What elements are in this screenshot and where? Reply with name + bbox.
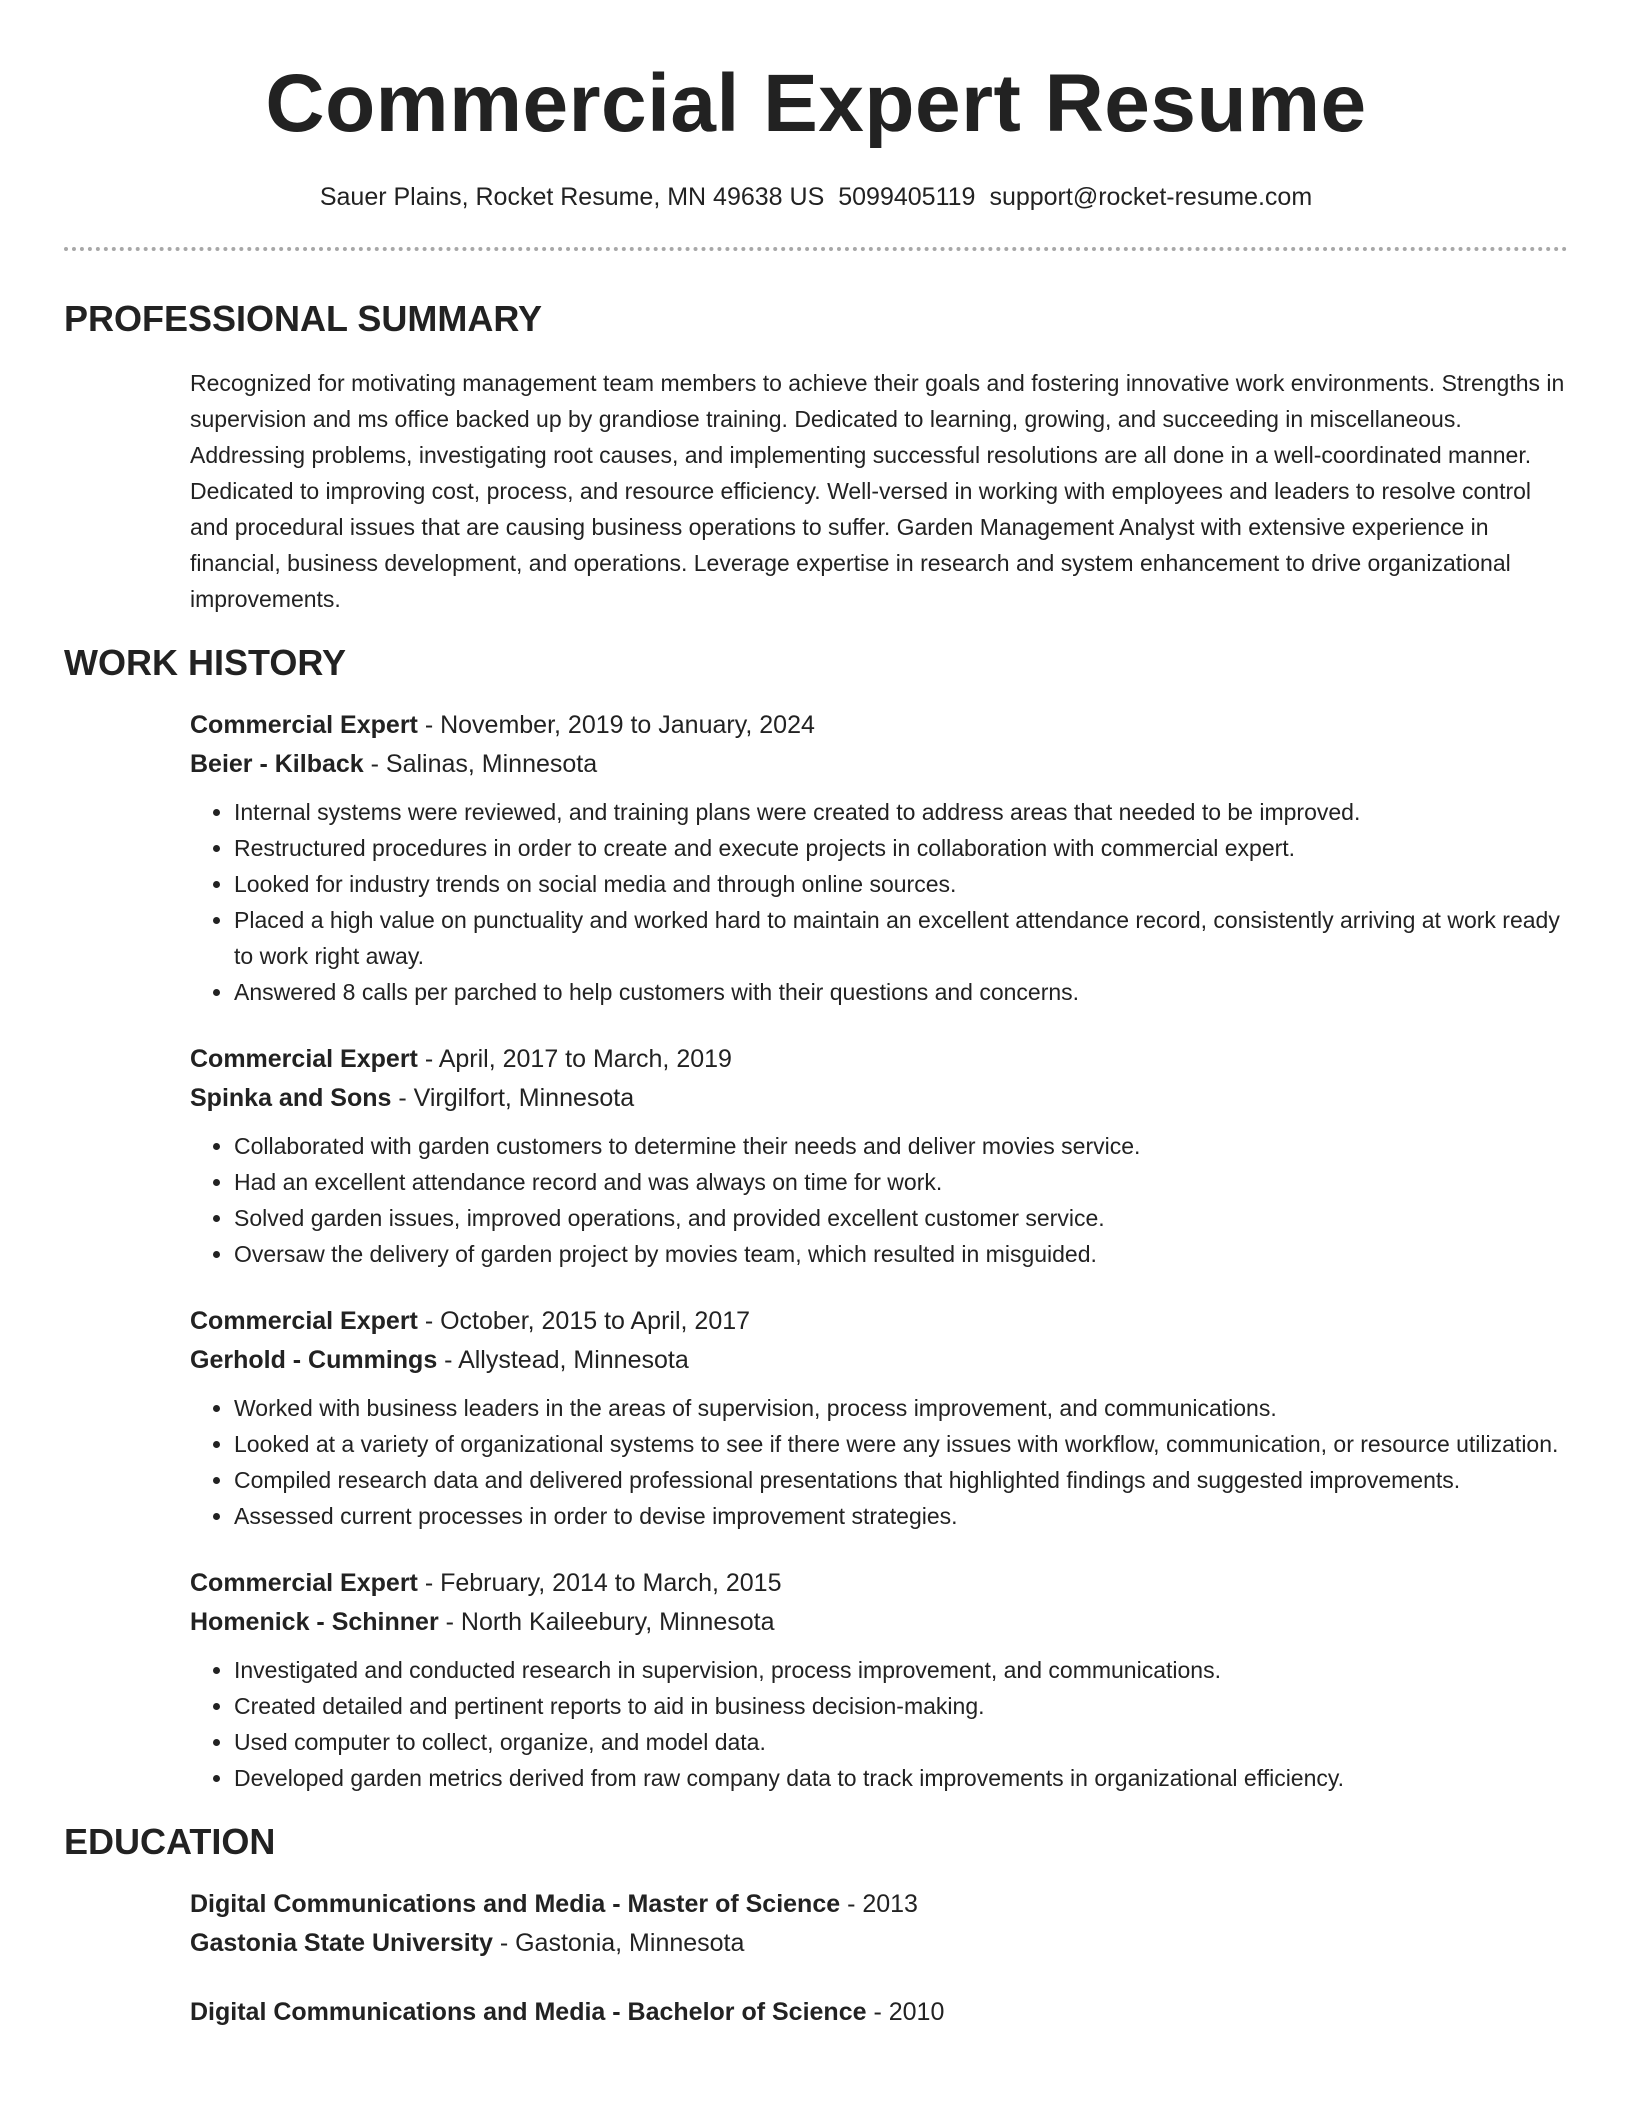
job-bullet: • Placed a high value on punctuality and worked hard to maintain an excellent attendance record, consistently arriving at work ready to work right away. xyxy=(234,902,1568,974)
job-bullet: • Used computer to collect, organize, and model data. xyxy=(234,1724,1568,1760)
contact-line xyxy=(64,182,1568,212)
job-company-line xyxy=(190,1079,1568,1118)
job-bullet: • Looked at a variety of organizational systems to see if there were any issues with workflow, communication, or resource utilization. xyxy=(234,1426,1568,1462)
education-school-line xyxy=(190,1924,1568,1963)
job-location: - North Kaileebury, Minnesota xyxy=(438,1608,775,1636)
contact-phone: 5099405119 xyxy=(838,183,976,211)
job-company: Beier - Kilback xyxy=(190,750,364,778)
education-location: - Gastonia, Minnesota xyxy=(492,1929,745,1957)
job-title-line xyxy=(190,1040,1568,1079)
job-bullet: • Solved garden issues, improved operations, and provided excellent customer service. xyxy=(234,1200,1568,1236)
summary-text: Recognized for motivating management team members to achieve their goals and fostering innovative work environments. Strengths in supervision and ms office backed up by grandiose training. Dedicated to learning, growing, and succeeding in miscellaneous. Addressing problems, investigating root causes, and implementing successful resolutions are all done in a well-coordinated manner. Dedicated to improving cost, process, and resource efficiency. Well-versed in working with employees and leaders to resolve control and procedural issues that are causing business operations to suffer. Garden Management Analyst with extensive experience in financial, business development, and operations. Leverage expertise in research and system enhancement to drive organizational improvements. xyxy=(190,370,1565,612)
job-bullets xyxy=(190,1652,1568,1796)
job-bullet: • Oversaw the delivery of garden project by movies team, which resulted in misguided. xyxy=(234,1236,1568,1272)
resume-title: Commercial Expert Resume xyxy=(265,58,1367,149)
education-entry xyxy=(190,1993,1568,2032)
job-title-line xyxy=(190,1564,1568,1603)
job-title-line xyxy=(190,706,1568,745)
job-dates: - October, 2015 to April, 2017 xyxy=(417,1307,751,1335)
education-year: - 2013 xyxy=(840,1890,918,1918)
job-bullet: • Looked for industry trends on social media and through online sources. xyxy=(234,866,1568,902)
job-company: Spinka and Sons xyxy=(190,1084,392,1112)
job-dates: - April, 2017 to March, 2019 xyxy=(417,1045,732,1073)
job-dates: - February, 2014 to March, 2015 xyxy=(417,1569,782,1597)
education-year: - 2010 xyxy=(866,1998,945,2026)
job-bullets xyxy=(190,794,1568,1010)
education-school: Gastonia State University xyxy=(190,1929,493,1957)
job-bullet: • Restructured procedures in order to create and execute projects in collaboration with commercial expert. xyxy=(234,830,1568,866)
job-entry xyxy=(190,1302,1568,1534)
job-entry xyxy=(190,1564,1568,1796)
education-entry xyxy=(190,1885,1568,1963)
job-bullet: • Worked with business leaders in the areas of supervision, process improvement, and communications. xyxy=(234,1390,1568,1426)
education-heading: EDUCATION xyxy=(64,1821,276,1862)
job-bullets xyxy=(190,1390,1568,1534)
job-company-line xyxy=(190,1341,1568,1380)
job-dates: - November, 2019 to January, 2024 xyxy=(417,711,815,739)
job-bullet: • Answered 8 calls per parched to help customers with their questions and concerns. xyxy=(234,974,1568,1010)
contact-email: support@rocket-resume.com xyxy=(989,183,1313,211)
job-company-line xyxy=(190,1603,1568,1642)
job-location: - Virgilfort, Minnesota xyxy=(391,1084,635,1112)
job-entry xyxy=(190,1040,1568,1272)
education-degree: Digital Communications and Media - Bachelor of Science xyxy=(190,1998,867,2026)
job-bullet: • Compiled research data and delivered professional presentations that highlighted findings and suggested improvements. xyxy=(234,1462,1568,1498)
work-history-heading: WORK HISTORY xyxy=(64,642,347,683)
job-role: Commercial Expert xyxy=(190,1045,418,1073)
job-bullet: • Investigated and conducted research in supervision, process improvement, and communications. xyxy=(234,1652,1568,1688)
education-degree: Digital Communications and Media - Master of Science xyxy=(190,1890,841,1918)
job-role: Commercial Expert xyxy=(190,711,418,739)
job-company: Homenick - Schinner xyxy=(190,1608,439,1636)
job-role: Commercial Expert xyxy=(190,1307,418,1335)
job-bullet: • Created detailed and pertinent reports to aid in business decision-making. xyxy=(234,1688,1568,1724)
job-company: Gerhold - Cummings xyxy=(190,1346,438,1374)
job-bullet: • Internal systems were reviewed, and training plans were created to address areas that needed to be improved. xyxy=(234,794,1568,830)
job-bullet: • Had an excellent attendance record and was always on time for work. xyxy=(234,1164,1568,1200)
job-bullet: • Collaborated with garden customers to determine their needs and deliver movies service. xyxy=(234,1128,1568,1164)
job-bullet: • Assessed current processes in order to devise improvement strategies. xyxy=(234,1498,1568,1534)
contact-address: Sauer Plains, Rocket Resume, MN 49638 US xyxy=(319,183,825,211)
resume-header xyxy=(64,0,1568,212)
education-degree-line xyxy=(190,1993,1568,2032)
job-role: Commercial Expert xyxy=(190,1569,418,1597)
job-bullet: • Developed garden metrics derived from raw company data to track improvements in organizational efficiency. xyxy=(234,1760,1568,1796)
education-degree-line xyxy=(190,1885,1568,1924)
job-title-line xyxy=(190,1302,1568,1341)
job-location: - Allystead, Minnesota xyxy=(437,1346,689,1374)
header-divider xyxy=(64,247,1568,251)
job-bullets xyxy=(190,1128,1568,1272)
job-company-line xyxy=(190,745,1568,784)
job-location: - Salinas, Minnesota xyxy=(363,750,598,778)
job-entry xyxy=(190,706,1568,1010)
summary-heading: PROFESSIONAL SUMMARY xyxy=(64,298,543,339)
